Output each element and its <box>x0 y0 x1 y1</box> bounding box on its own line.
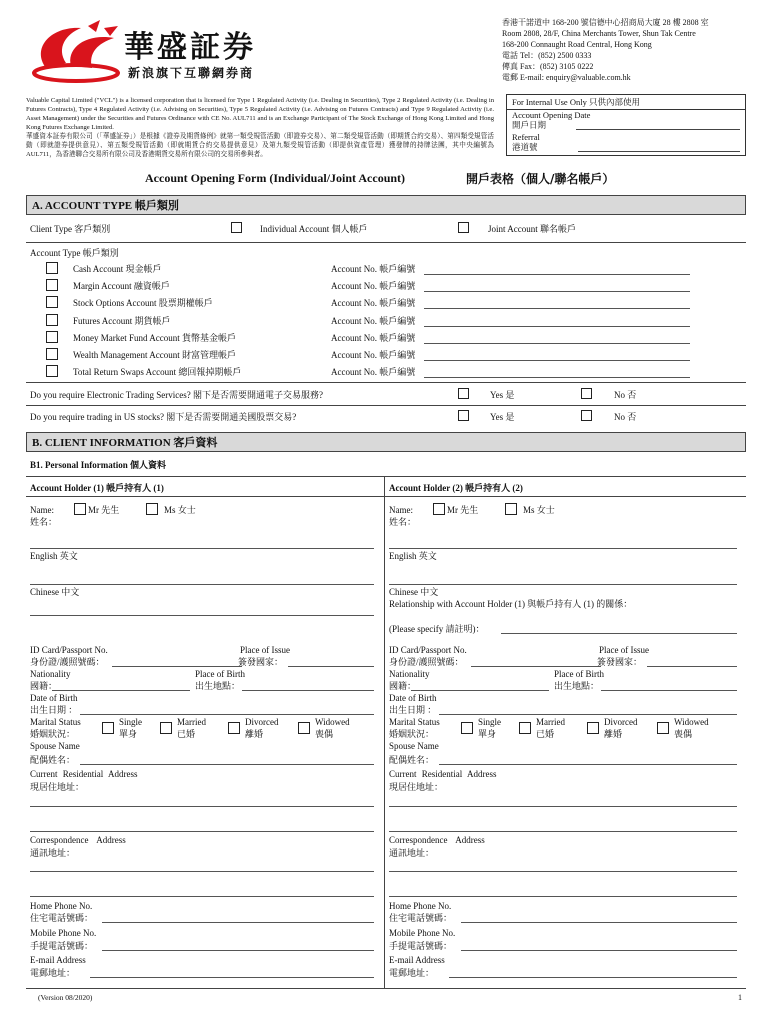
english-name-label: English 英文 <box>30 551 78 561</box>
input-line[interactable] <box>242 689 374 691</box>
dob-label-cn: 出生日期 ： <box>30 705 78 715</box>
divorced-label-en: Divorced <box>245 717 279 727</box>
correspondence-label-cn: 通訊地址： <box>389 848 435 858</box>
address-line: 電話 Tel：(852) 2500 0333 <box>502 51 592 60</box>
single-checkbox[interactable] <box>102 722 114 734</box>
spouse-label-cn: 配偶姓名： <box>30 755 76 765</box>
us-yes-checkbox[interactable] <box>458 410 469 421</box>
marital-label-cn: 婚姻狀況： <box>389 729 435 739</box>
company-logo <box>26 18 306 86</box>
relationship-label: Relationship with Account Holder (1) 與帳戶持有人 (1) 的關係： <box>389 599 633 609</box>
id-label-en: ID Card/Passport No. <box>389 645 467 655</box>
account-type-checkbox[interactable] <box>46 348 58 360</box>
input-line[interactable] <box>501 632 737 634</box>
account-no-field[interactable] <box>424 283 690 292</box>
logo-chinese-name: 華盛証券 <box>124 30 256 65</box>
input-line[interactable] <box>389 870 737 872</box>
dob-label-en: Date of Birth <box>389 693 437 703</box>
name-label-en: Name: <box>389 505 413 515</box>
correspondence-label-en: Correspondence Address <box>389 835 485 845</box>
divider <box>26 476 746 477</box>
marital-label-cn: 婚姻狀況： <box>30 729 76 739</box>
joint-checkbox[interactable] <box>458 222 469 233</box>
widowed-checkbox[interactable] <box>657 722 669 734</box>
account-type-label-item: Total Return Swaps Account 總回報掉期帳戶 <box>73 367 242 377</box>
account-type-label-item: Futures Account 期貨帳戶 <box>73 316 171 326</box>
input-line[interactable] <box>52 689 190 691</box>
ms-checkbox[interactable] <box>146 503 158 515</box>
input-line[interactable] <box>30 870 374 872</box>
home-phone-label-cn: 住宅電話號碼： <box>389 913 453 923</box>
mr-checkbox[interactable] <box>74 503 86 515</box>
residential-label-en: Current Residential Address <box>389 769 497 779</box>
spouse-label-cn: 配偶姓名： <box>389 755 435 765</box>
account-type-label-item: Margin Account 融資帳戶 <box>73 281 170 291</box>
individual-label: Individual Account 個人帳戶 <box>260 224 368 234</box>
single-checkbox[interactable] <box>461 722 473 734</box>
account-no-label: Account No. 帳戶編號 <box>331 350 416 360</box>
single-label-cn: 單身 <box>478 729 497 739</box>
place-birth-label-cn: 出生地點： <box>195 681 241 691</box>
married-label-en: Married <box>177 717 206 727</box>
electronic-no-label: No 否 <box>614 390 637 400</box>
nationality-label-en: Nationality <box>389 669 430 679</box>
dob-label-en: Date of Birth <box>30 693 78 703</box>
input-line[interactable] <box>102 921 374 923</box>
referral-label-cn: 港道號 <box>512 142 538 152</box>
section-b-header <box>26 432 746 452</box>
spouse-label-en: Spouse Name <box>30 741 80 751</box>
dob-label-cn: 出生日期 ： <box>389 705 437 715</box>
home-phone-label-en: Home Phone No. <box>389 901 452 911</box>
input-line[interactable] <box>601 689 737 691</box>
referral-label-en: Referral <box>512 132 540 142</box>
account-type-label-item: Wealth Management Account 財富管理帳戶 <box>73 350 236 360</box>
nationality-label-cn: 國籍： <box>30 681 58 691</box>
disclaimer-cn: 華盛資本証券有限公司（「華盛証券」）是根據《證券及期貨條例》就第一類受規管活動（即證券交易）、第二類受規管活動（即期貨合約交易）、第四類受規管活動（即就證券提供意見）、第五類受規管活動（即就期貨合約交易提供意見）及第九類受規管活動（即提供資產管理）獲發牌的持牌法團，其中央編號為 AUL711，為香港聯合交易所有限公司及香港期貨交易所有限公司的交易所參與者。 <box>26 133 494 158</box>
spouse-label-en: Spouse Name <box>389 741 439 751</box>
holder1-title: Account Holder (1) 帳戶持有人 (1) <box>30 483 164 493</box>
input-line[interactable] <box>30 830 374 832</box>
ms-label: Ms 女士 <box>164 505 196 515</box>
divorced-label-cn: 離婚 <box>604 729 623 739</box>
place-issue-label-cn: 簽發國家： <box>238 657 284 667</box>
input-line[interactable] <box>30 614 374 616</box>
email-label-en: E-mail Address <box>30 955 86 965</box>
referral-field[interactable] <box>578 142 740 152</box>
input-line[interactable] <box>471 665 601 667</box>
individual-checkbox[interactable] <box>231 222 242 233</box>
name-label-en: Name: <box>30 505 54 515</box>
ms-label: Ms 女士 <box>523 505 555 515</box>
license-disclaimer <box>26 96 494 159</box>
input-line[interactable] <box>30 547 374 549</box>
input-line[interactable] <box>389 805 737 807</box>
account-no-field[interactable] <box>424 335 690 344</box>
widowed-label-en: Widowed <box>674 717 709 727</box>
divorced-label-cn: 離婚 <box>245 729 264 739</box>
input-line[interactable] <box>30 895 374 897</box>
us-stocks-question: Do you require trading in US stocks? 閣下是否需要開通美國股票交易? <box>30 412 297 422</box>
input-line[interactable] <box>461 949 737 951</box>
chinese-name-label: Chinese 中文 <box>30 587 80 597</box>
input-line[interactable] <box>30 805 374 807</box>
address-line: Room 2808, 28/F, China Merchants Tower, Shun Tak Centre <box>502 29 696 38</box>
electronic-no-checkbox[interactable] <box>581 388 592 399</box>
name-label-cn: 姓名： <box>30 517 58 527</box>
account-no-label: Account No. 帳戶編號 <box>331 281 416 291</box>
section-a-title: A. ACCOUNT TYPE 帳戶類別 <box>32 200 179 212</box>
place-issue-label-en: Place of Issue <box>240 645 290 655</box>
section-b-title: B. CLIENT INFORMATION 客戶資料 <box>32 437 218 449</box>
electronic-yes-checkbox[interactable] <box>458 388 469 399</box>
logo-subtitle: 新浪旗下互聯網券商 <box>128 66 255 80</box>
account-type-checkbox[interactable] <box>46 314 58 326</box>
nationality-label-cn: 國籍： <box>389 681 417 691</box>
input-line[interactable] <box>411 689 549 691</box>
account-no-label: Account No. 帳戶編號 <box>331 298 416 308</box>
account-no-field[interactable] <box>424 369 690 378</box>
input-line[interactable] <box>461 921 737 923</box>
page-number: 1 <box>738 993 742 1002</box>
company-address <box>502 17 752 83</box>
widowed-label-en: Widowed <box>315 717 350 727</box>
marital-label-en: Marital Status <box>30 717 81 727</box>
single-label-cn: 單身 <box>119 729 138 739</box>
client-type-label: Client Type 客戶類別 <box>30 224 111 234</box>
address-line: 傳真 Fax：(852) 3105 0222 <box>502 62 594 71</box>
input-line[interactable] <box>439 763 737 765</box>
english-name-label: English 英文 <box>389 551 437 561</box>
married-checkbox[interactable] <box>160 722 172 734</box>
place-issue-label-en: Place of Issue <box>599 645 649 655</box>
residential-label-cn: 現居住地址： <box>30 782 85 792</box>
account-no-label: Account No. 帳戶編號 <box>331 367 416 377</box>
internal-use-title: For Internal Use Only 只供內部使用 <box>507 97 745 110</box>
marital-label-en: Marital Status <box>389 717 440 727</box>
holder2-title: Account Holder (2) 帳戶持有人 (2) <box>389 483 523 493</box>
input-line[interactable] <box>30 583 374 585</box>
form-title-en: Account Opening Form (Individual/Joint Account) <box>145 171 406 185</box>
opening-date-label-cn: 開戶日期 <box>512 120 547 130</box>
nationality-label-en: Nationality <box>30 669 71 679</box>
account-type-label: Account Type 帳戶類別 <box>30 248 119 258</box>
input-line[interactable] <box>90 976 374 978</box>
internal-use-box <box>506 94 746 156</box>
account-no-field[interactable] <box>424 352 690 361</box>
input-line[interactable] <box>389 547 737 549</box>
married-label-en: Married <box>536 717 565 727</box>
married-label-cn: 已婚 <box>536 729 555 739</box>
place-birth-label-cn: 出生地點： <box>554 681 600 691</box>
opening-date-label-en: Account Opening Date <box>512 110 591 120</box>
account-type-label-item: Stock Options Account 股票期權帳戶 <box>73 298 213 308</box>
joint-label: Joint Account 聯名帳戶 <box>488 224 576 234</box>
mobile-label-en: Mobile Phone No. <box>389 928 456 938</box>
mobile-label-cn: 手提電話號碼： <box>30 941 94 951</box>
mr-checkbox[interactable] <box>433 503 445 515</box>
place-birth-label-en: Place of Birth <box>554 669 604 679</box>
divider <box>26 496 746 497</box>
account-type-checkbox[interactable] <box>46 279 58 291</box>
account-type-checkbox[interactable] <box>46 331 58 343</box>
place-issue-label-cn: 簽發國家： <box>597 657 643 667</box>
divider <box>26 382 746 383</box>
id-label-en: ID Card/Passport No. <box>30 645 108 655</box>
electronic-trading-question: Do you require Electronic Trading Services? 閣下是否需要開通電子交易服務? <box>30 390 323 400</box>
account-no-label: Account No. 帳戶編號 <box>331 316 416 326</box>
ms-checkbox[interactable] <box>505 503 517 515</box>
account-no-field[interactable] <box>424 300 690 309</box>
correspondence-label-en: Correspondence Address <box>30 835 126 845</box>
mobile-label-cn: 手提電話號碼： <box>389 941 453 951</box>
mr-label: Mr 先生 <box>447 505 479 515</box>
account-type-checkbox[interactable] <box>46 365 58 377</box>
address-line: 168-200 Connaught Road Central, Hong Kong <box>502 40 652 49</box>
us-yes-label: Yes 是 <box>490 412 515 422</box>
correspondence-label-cn: 通訊地址： <box>30 848 76 858</box>
widowed-label-cn: 喪偶 <box>315 729 334 739</box>
divider <box>26 242 746 243</box>
mobile-label-en: Mobile Phone No. <box>30 928 97 938</box>
chinese-name-label: Chinese 中文 <box>389 587 439 597</box>
account-type-checkbox[interactable] <box>46 262 58 274</box>
column-divider <box>384 476 385 988</box>
input-line[interactable] <box>647 665 737 667</box>
account-no-label: Account No. 帳戶編號 <box>331 333 416 343</box>
divider <box>26 405 746 406</box>
input-line[interactable] <box>389 895 737 897</box>
place-birth-label-en: Place of Birth <box>195 669 245 679</box>
id-label-cn: 身份證/護照號碼： <box>30 657 105 667</box>
us-no-checkbox[interactable] <box>581 410 592 421</box>
opening-date-field[interactable] <box>576 120 740 130</box>
section-a-header <box>26 195 746 215</box>
id-label-cn: 身份證/護照號碼： <box>389 657 464 667</box>
email-label-cn: 電郵地址： <box>30 968 76 978</box>
input-line[interactable] <box>80 763 374 765</box>
account-type-label-item: Money Market Fund Account 貨幣基金帳戶 <box>73 333 236 343</box>
input-line[interactable] <box>80 713 374 715</box>
name-label-cn: 姓名： <box>389 517 417 527</box>
account-no-label: Account No. 帳戶編號 <box>331 264 416 274</box>
account-no-field[interactable] <box>424 266 690 275</box>
married-checkbox[interactable] <box>519 722 531 734</box>
address-line: 香港干諾道中 168-200 號信德中心招商局大廈 28 樓 2808 室 <box>502 18 709 27</box>
logo-mark-icon <box>26 18 126 86</box>
home-phone-label-cn: 住宅電話號碼： <box>30 913 94 923</box>
address-line: 電郵 E-mail: enquiry@valuable.com.hk <box>502 73 631 82</box>
input-line[interactable] <box>288 665 374 667</box>
account-no-field[interactable] <box>424 318 690 327</box>
input-line[interactable] <box>112 665 242 667</box>
married-label-cn: 已婚 <box>177 729 196 739</box>
input-line[interactable] <box>389 830 737 832</box>
b1-title: B1. Personal Information 個人資料 <box>30 460 166 470</box>
account-type-label-item: Cash Account 現金帳戶 <box>73 264 162 274</box>
widowed-checkbox[interactable] <box>298 722 310 734</box>
form-title-cn: 開戶表格（個人/聯名帳戶） <box>466 172 615 186</box>
email-label-en: E-mail Address <box>389 955 445 965</box>
home-phone-label-en: Home Phone No. <box>30 901 93 911</box>
input-line[interactable] <box>439 713 737 715</box>
us-no-label: No 否 <box>614 412 637 422</box>
input-line[interactable] <box>449 976 737 978</box>
divorced-checkbox[interactable] <box>228 722 240 734</box>
email-label-cn: 電郵地址： <box>389 968 435 978</box>
disclaimer-en: Valuable Capital Limited ("VCL") is a licensed corporation that is licensed for Type 1 Regulated Activity (i.e. Dealing in Securities), Type 2 Regulated Activity (i.e. Dealing in Futures Contracts), Type 4 Regulated Activity (i.e. Advising on Securities), Type 5 Regulated Activity (i.e. Advising on Futures Contracts) and Type 9 Regulated Activity (i.e. Asset Management) under the Securities and Futures Ordinance with CE No. AUL711 and is an Exchange Participant of The Stock Exchange of Hong Kong Limited and Hong Kong Futures Exchange Limited. <box>26 97 494 131</box>
mr-label: Mr 先生 <box>88 505 120 515</box>
electronic-yes-label: Yes 是 <box>490 390 515 400</box>
residential-label-cn: 現居住地址： <box>389 782 444 792</box>
input-line[interactable] <box>102 949 374 951</box>
account-type-checkbox[interactable] <box>46 296 58 308</box>
single-label-en: Single <box>119 717 143 727</box>
widowed-label-cn: 喪偶 <box>674 729 693 739</box>
divider <box>26 988 746 989</box>
single-label-en: Single <box>478 717 502 727</box>
divorced-checkbox[interactable] <box>587 722 599 734</box>
version-label: (Version 08/2020) <box>38 993 93 1002</box>
please-specify-label: (Please specify 請註明)： <box>389 624 485 634</box>
divorced-label-en: Divorced <box>604 717 638 727</box>
input-line[interactable] <box>389 583 737 585</box>
residential-label-en: Current Residential Address <box>30 769 138 779</box>
